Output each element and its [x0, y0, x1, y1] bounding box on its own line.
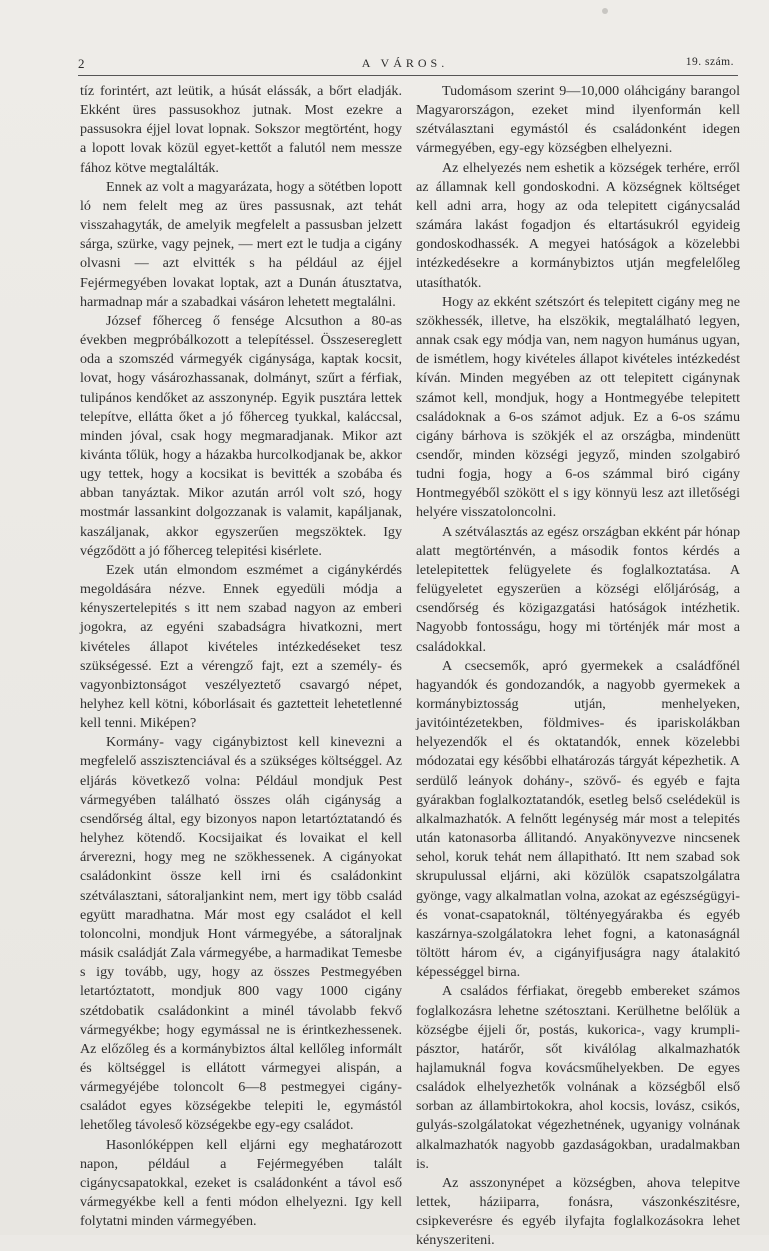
paragraph: Kormány- vagy cigánybiztost kell kinevezni a megfelelő asszisztenciával és a szükséges költséggel. Az eljárás következő volna: Például mondjuk Pest vármegyében található összes oláh cigányság a csendőrség által, egy bizonyos napon letartóztatandó és helyhez kötendő. Kocsijaikat és lovaikat el kell árverezni, hogy meg ne szökhessenek. A cigányokat családonkint össze kell irni és családonkint szétválasztani, sátoraljankint nem, mert igy több család együtt maradhatna. Már most egy családot el kell toloncolni, mondjuk Hont vármegyébe, a sátoraljnak másik családját Zala vármegyébe, a harmadikat Temesbe s igy tovább, ugy, hogy az összes Pestmegyében letartóztatott, mondjuk 800 vagy 1000 cigány szétdobatik családonkint a minél távolabb fekvő vármegyékbe; hogy egymással ne is érintkezhessenek. Az előzőleg és a kormánybiztos által kellőleg informált és költséggel is ellátott vármegyei alispán, a vármegyéjébe toloncolt 6—8 pestmegyei cigány-családot egyes községekbe telepiti le, egymástól lehetőleg távoleső községekbe egy-egy családot. — [80, 734, 402, 1134]
paragraph: A szétválasztás az egész országban ekként pár hónap alatt megtörténvén, a második fontos kérdés a letelepitettek felügyelete és foglalkoztatása. A felügyeletet egyszerüen a községi előljáróság, a csendőrség és közigazgatási hatóságok intézhetik. Nagyobb fontosságu, hogy mi történjék már most a családokkal. — [416, 523, 740, 655]
page-number: 2 — [78, 56, 85, 71]
paragraph: József főherceg ő fensége Alcsuthon a 80-as években megpróbálkozott a telepítéssel. Összesereglett oda a szomszéd vármegyék cigánysága, kaptak kocsit, lovat, hogy vásározhassanak, dolmányt, szűrt a férfiak, tulipános kendőket az asszonynép. Egyik pusztára lettek telepítve, ellátta őket a jó főherceg tyukkal, kaláccsal, minden jóval, csak hogy megmaradjanak. Mikor azt kivánta tőlük, hogy a házakba hurcolkodjanak be, akkor ugy tettek, hogy a kocsikat is bevitték a szobába és abban tanyáztak. Mikor azután arról volt szó, hogy mostmár lassankint dolgozzanak is valamit, kapáljanak, kaszáljanak, akkor egyszerűen megszöktek. Igy végződött a jó főherceg telepitési kisérlete. — [80, 312, 402, 559]
left-column — [80, 82, 402, 1231]
paper-speck — [602, 8, 608, 14]
newspaper-title: A VÁROS. — [361, 56, 449, 70]
issue-number: 19. szám. — [685, 56, 734, 68]
paragraph: Az elhelyezés nem eshetik a községek terhére, erről az államnak kell gondoskodni. A községnek költséget kell adni arra, hogy az oda telepitett cigánycsalád számára lakást fogadjon és eltartásukról egyideig gondoskodhassék. A megyei hatóságok a közelebbi intézkedésekre a kormánybiztos utján megfelelőleg utasíthatók. — [416, 159, 740, 291]
header-rule — [78, 75, 738, 76]
paragraph: Hasonlóképpen kell eljárni egy meghatározott napon, például a Fejérmegyében talált cigánycsapatokkal, ezeket is családonként a távol eső vármegyékbe kell a fenti módon elhelyezni. Igy kell folytatni minden vármegyében. — [80, 1136, 402, 1230]
paragraph: Ezek után elmondom eszmémet a cigánykérdés megoldására nézve. Ennek egyedüli módja a kényszertelepités s itt nem szabad nagyon az emberi jogokra, az egyéni szabadságra hivatkozni, mert kivételes állapot kivételes intézkedéseket tesz szükségessé. Ezt a vérengző fajt, ezt a személy- és vagyonbiztonságot veszélyeztető csavargó népet, helyhez kell kötni, kóborlásait és gaztetteit lehetetlenné kell tenni. Miképen? — [80, 561, 402, 732]
paragraph: A családos férfiakat, öregebb embereket számos foglalkozásra lehetne szétosztani. Kerülhetne belőlük a községbe éjjeli őr, postás, kukorica-, vagy krumpli-pásztor, határőr, sőt kiválólag alkalmazhatók hajlamuknál fogva kovácsműhelyekben. De egyes családok elhelyezhetők volnának a községből első sorban az állambirtokokra, ahol kocsis, lovász, csikós, gulyás-szolgálatokat végezhetnének, ugyanigy volnának alkalmazhatók nagyobb gazdaságokban, uradalmakban is. — [416, 983, 740, 1172]
paragraph: tíz forintért, azt leütik, a húsát elássák, a bőrt eladják. Ekként üres passusokhoz jutnak. Most ezekre a passusokra éjjel lovat lopnak. Sokszor megtörtént, hogy a lopott lovak közül egyet-kettőt a falutól nem messze fához kötve megtalálták. — [80, 83, 402, 176]
paragraph: A csecsemők, apró gyermekek a családfőnél hagyandók és gondozandók, a nagyobb gyermekek a kormánybiztosság utján, menhelyeken, javitóintézetekben, földmives- és ipariskolákban helyezendők el és oktatandók, ennek közelebbi módozatai egy későbbi elhatározás tárgyát képezhetik. A serdülő leányok dohány-, szövő- és egyéb e fajta gyárakban foglalkoztatandók, esetleg belső cselédekül is alkalmazhatók. A felnőtt legénység már most a telepités után katonasorba állitandó. Anyakönyvezve nincsenek sehol, koruk tehát nem állapitható. Itt nem szabad sok skrupulussal eljárni, aki közülök csapatszolgálatra gyönge, vagy alkalmatlan volna, azokat az egészségügyi- és vonat-csapatoknál, töltényegyárakba és egyéb kaszárnya-szolgálatokra lehet fogni, a katonaságnál töltött három év, a cigányifjuságra nagy átalakitó képességgel birna. — [416, 657, 740, 981]
paragraph: Hogy az ekként szétszórt és telepitett cigány meg ne szökhessék, illetve, ha elszökik, megtalálható legyen, annak csak egy módja van, nem nagyon humánus ugyan, de ismétlem, hogy kivételes állapot kivételes intézkedést kíván. Minden megyében az ott telepitett cigánynak számot kell, mondjuk, hogy a Hontmegyébe telepitett családoknak a 6-os számot adjuk. Ez a 6-os számu cigány bárhova is szökjék el az országba, mindenütt csendőr, minden községi jegyző, minden szolgabiró tudni fogja, hogy a 6-os számmal biró cigány Hontmegyéből szökött el s igy könnyü lesz azt illetőségi helyére visszatoloncolni. — [416, 293, 740, 521]
paragraph: Az asszonynépet a községben, ahova telepitve lettek, háziiparra, fonásra, vászonkészitésre, csipkeverésre és egyéb ilyfajta foglalkozásokra lehet kényszeriteni. — [416, 1174, 740, 1249]
right-column — [416, 82, 740, 1251]
page-header — [70, 56, 740, 76]
paragraph: Ennek az volt a magyarázata, hogy a sötétben lopott ló nem felelt meg az üres passusnak, azt tehát visszahagyták, de amelyik megfelelt a passusban jelzett sárga, szürke, vagy pejnek, — mert ezt le tudja a cigány olvasni — azt elvitték s ha például az éjjel Fejérmegyében lovakat loptak, azt a Dunán átusztatva, harmadnap már a szabadkai vásáron lehetett megtalálni. — [80, 178, 402, 310]
paragraph: Tudomásom szerint 9—10,000 oláhcigány barangol Magyarországon, ezeket mind ilyenformán kell szétválasztani egymástól és családonként idegen vármegyében, egy-egy községben elhelyezni. — [416, 83, 740, 157]
